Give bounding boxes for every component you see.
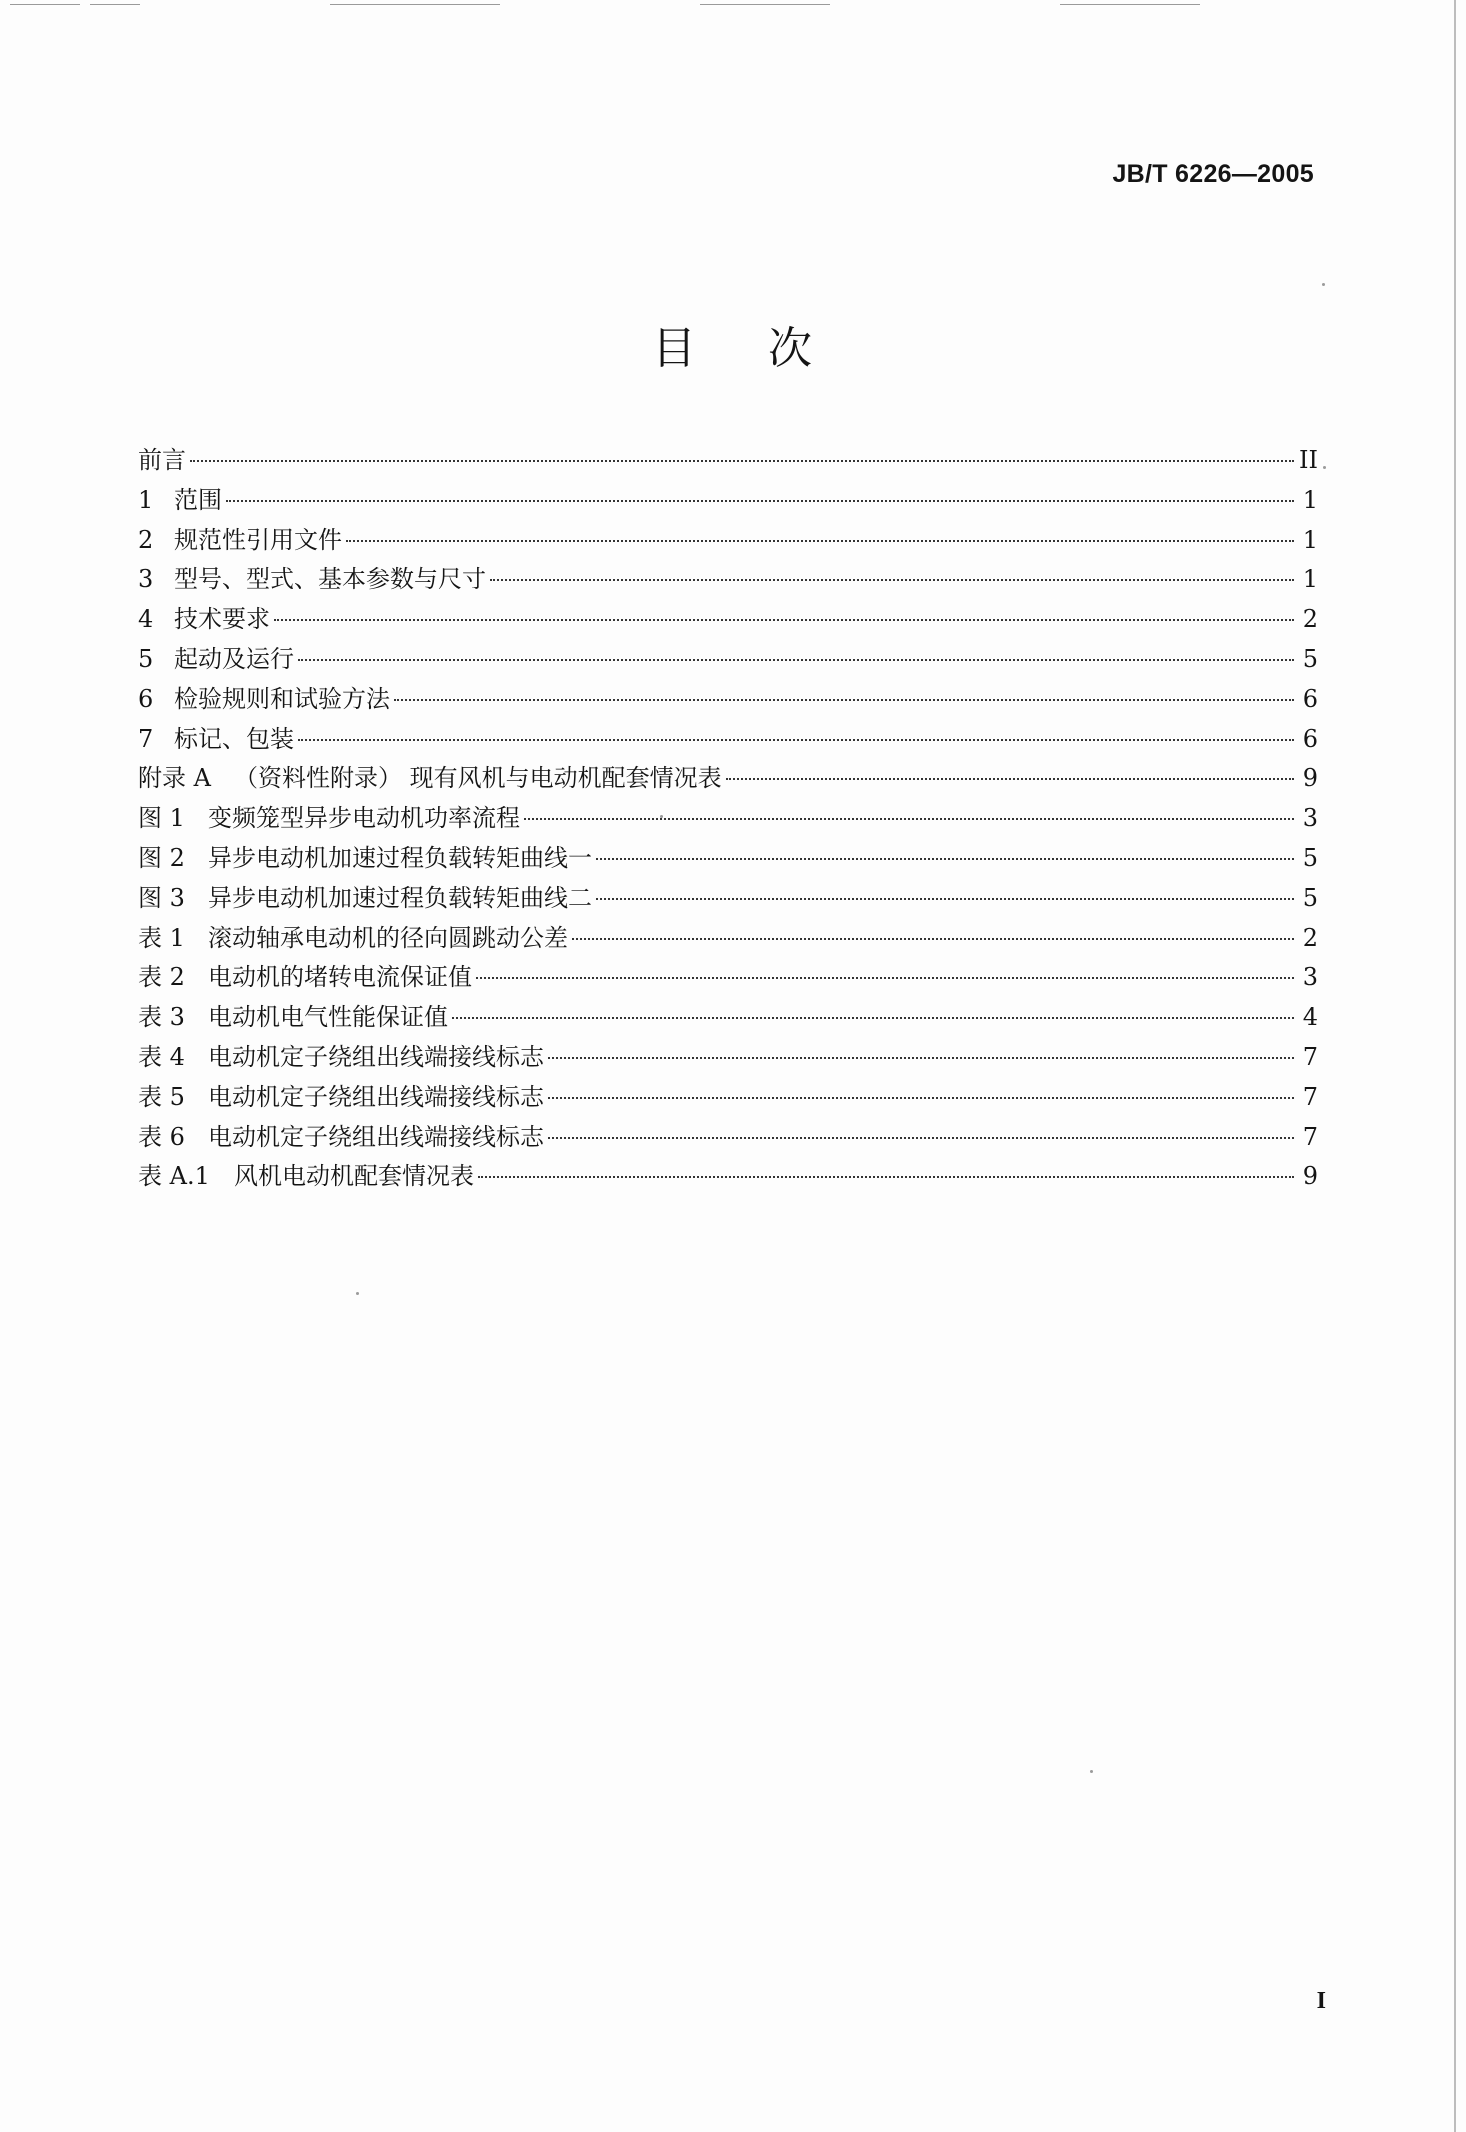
toc-leader bbox=[548, 1057, 1294, 1059]
toc-label: 电动机的堵转电流保证值 bbox=[208, 963, 472, 992]
toc-number: 表 1 bbox=[138, 923, 185, 952]
toc-entry[interactable] bbox=[138, 1038, 1318, 1078]
toc-entry[interactable] bbox=[138, 958, 1318, 998]
toc-page: 6 bbox=[1302, 724, 1318, 753]
toc-entry[interactable] bbox=[138, 1157, 1318, 1197]
toc-leader bbox=[298, 659, 1294, 661]
toc-label: 范围 bbox=[174, 485, 222, 514]
toc-entry[interactable] bbox=[138, 839, 1318, 879]
toc-leader bbox=[490, 579, 1294, 581]
toc-number: 图 2 bbox=[138, 843, 185, 872]
scan-speck bbox=[356, 1292, 359, 1295]
toc-entry[interactable] bbox=[138, 998, 1318, 1038]
toc-leader bbox=[226, 500, 1294, 502]
scan-speck bbox=[1090, 1770, 1093, 1773]
toc-page: II bbox=[1299, 446, 1318, 474]
title-char-2: 次 bbox=[768, 323, 814, 374]
toc-number: 表 5 bbox=[138, 1082, 185, 1111]
toc-number: 表 3 bbox=[138, 1003, 185, 1032]
toc-number: 图 3 bbox=[138, 883, 185, 912]
toc-leader bbox=[394, 699, 1294, 701]
toc-entry[interactable] bbox=[138, 680, 1318, 720]
toc-page: 2 bbox=[1302, 923, 1318, 952]
toc-number: 表 6 bbox=[138, 1122, 185, 1151]
toc-label: 异步电动机加速过程负载转矩曲线二 bbox=[208, 883, 592, 912]
toc-number: 表 A.1 bbox=[138, 1162, 210, 1191]
toc-label: 电动机电气性能保证值 bbox=[208, 1003, 448, 1032]
toc-entry[interactable] bbox=[138, 521, 1318, 561]
toc-entry[interactable] bbox=[138, 799, 1318, 839]
toc-number: 附录 A bbox=[138, 764, 211, 793]
toc-leader bbox=[548, 1137, 1294, 1139]
toc-label: 技术要求 bbox=[174, 605, 270, 634]
toc-leader bbox=[726, 778, 1294, 780]
toc-page: 9 bbox=[1302, 764, 1318, 793]
toc-label: 起动及运行 bbox=[174, 644, 294, 673]
toc-leader bbox=[346, 540, 1294, 542]
toc-page: 7 bbox=[1302, 1122, 1318, 1151]
toc-entry[interactable] bbox=[138, 1118, 1318, 1158]
toc-label: 电动机定子绕组出线端接线标志 bbox=[208, 1042, 544, 1071]
toc-number: 1 bbox=[138, 485, 154, 514]
toc-number: 7 bbox=[138, 724, 154, 753]
toc-page: 3 bbox=[1302, 804, 1318, 833]
toc-leader bbox=[596, 858, 1294, 860]
toc-entry[interactable] bbox=[138, 640, 1318, 680]
toc-page: 1 bbox=[1302, 565, 1318, 594]
toc-entry[interactable] bbox=[138, 1078, 1318, 1118]
toc-page: 6 bbox=[1302, 684, 1318, 713]
title-char-1: 目 bbox=[652, 323, 698, 374]
toc-page: 7 bbox=[1302, 1082, 1318, 1111]
toc-entry[interactable] bbox=[138, 720, 1318, 760]
toc-number: 4 bbox=[138, 605, 154, 634]
scan-mark bbox=[90, 4, 140, 5]
toc-page: 9 bbox=[1302, 1162, 1318, 1191]
toc-label: 滚动轴承电动机的径向圆跳动公差 bbox=[208, 923, 568, 952]
toc-label: 前言 bbox=[138, 446, 186, 474]
toc-number: 表 2 bbox=[138, 963, 185, 992]
scan-speck bbox=[1322, 283, 1325, 286]
toc-label: 型号、型式、基本参数与尺寸 bbox=[174, 565, 486, 594]
page-title bbox=[0, 312, 1466, 376]
toc-entry[interactable] bbox=[138, 919, 1318, 959]
scan-mark bbox=[330, 4, 500, 5]
toc-number: 3 bbox=[138, 565, 154, 594]
toc-number: 6 bbox=[138, 684, 154, 713]
toc-entry[interactable] bbox=[138, 560, 1318, 600]
toc-entry[interactable] bbox=[138, 759, 1318, 799]
toc-number: 2 bbox=[138, 525, 154, 554]
toc-label: 检验规则和试验方法 bbox=[174, 684, 390, 713]
toc-leader bbox=[476, 977, 1294, 979]
toc-label: 电动机定子绕组出线端接线标志 bbox=[208, 1082, 544, 1111]
toc-page: 4 bbox=[1302, 1003, 1318, 1032]
toc-entry[interactable] bbox=[138, 600, 1318, 640]
toc-label: 电动机定子绕组出线端接线标志 bbox=[208, 1122, 544, 1151]
toc-leader bbox=[452, 1017, 1294, 1019]
toc-page: 2 bbox=[1302, 605, 1318, 634]
toc-entry[interactable] bbox=[138, 879, 1318, 919]
toc-number: 图 1 bbox=[138, 804, 185, 833]
toc-entry[interactable] bbox=[138, 441, 1318, 481]
toc-leader bbox=[572, 938, 1294, 940]
toc-leader bbox=[190, 460, 1294, 462]
toc-entry[interactable] bbox=[138, 481, 1318, 521]
scan-mark bbox=[1060, 4, 1200, 5]
toc-label: 变频笼型异步电动机功率流程 bbox=[208, 804, 520, 833]
toc-page: 1 bbox=[1302, 525, 1318, 554]
toc-label: （资料性附录） 现有风机与电动机配套情况表 bbox=[234, 764, 722, 793]
scan-mark bbox=[10, 4, 80, 5]
toc-leader bbox=[478, 1176, 1294, 1178]
toc-page: 7 bbox=[1302, 1042, 1318, 1071]
toc-label: 风机电动机配套情况表 bbox=[234, 1162, 474, 1191]
toc-leader bbox=[524, 818, 1294, 820]
toc-page: 3 bbox=[1302, 963, 1318, 992]
toc-page: 5 bbox=[1302, 883, 1318, 912]
toc-label: 标记、包装 bbox=[174, 724, 294, 753]
toc-page: 5 bbox=[1302, 843, 1318, 872]
toc-number: 表 4 bbox=[138, 1042, 185, 1071]
toc-page: 1 bbox=[1302, 485, 1318, 514]
toc-number: 5 bbox=[138, 644, 154, 673]
toc-leader bbox=[274, 619, 1294, 621]
toc-leader bbox=[298, 739, 1294, 741]
scan-speck bbox=[1323, 466, 1326, 469]
toc-label: 异步电动机加速过程负载转矩曲线一 bbox=[208, 843, 592, 872]
scan-mark bbox=[700, 4, 830, 5]
table-of-contents bbox=[138, 441, 1318, 1197]
toc-leader bbox=[548, 1097, 1294, 1099]
standard-code: JB/T 6226—2005 bbox=[1112, 160, 1314, 188]
toc-label: 规范性引用文件 bbox=[174, 525, 342, 554]
toc-page: 5 bbox=[1302, 644, 1318, 673]
toc-leader bbox=[596, 898, 1294, 900]
page-number: I bbox=[1316, 1988, 1326, 2014]
